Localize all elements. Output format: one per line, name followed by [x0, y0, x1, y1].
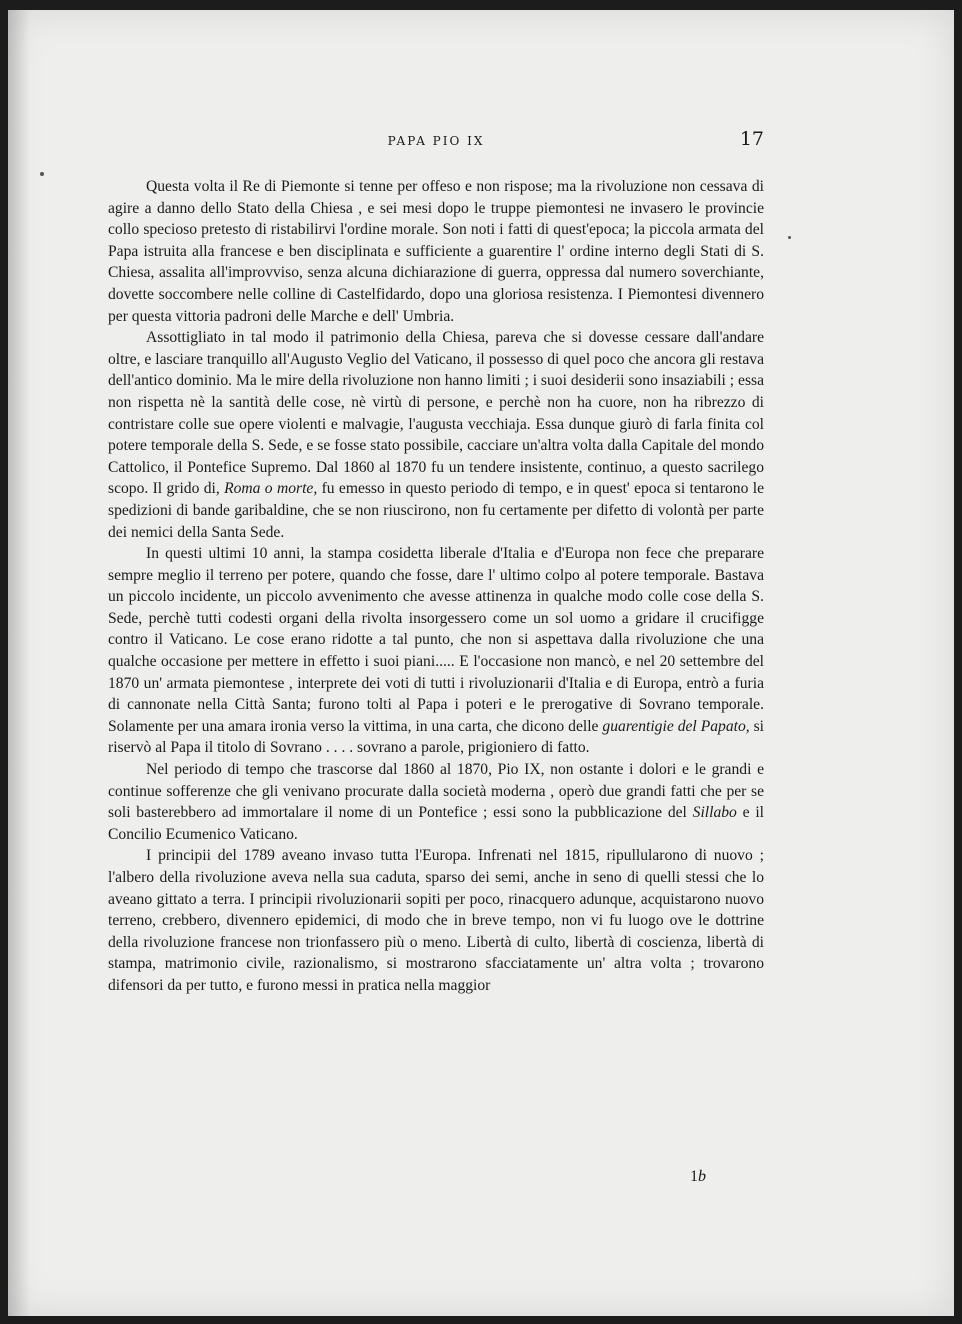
paragraph: Assottigliato in tal modo il patrimonio della Chiesa, pareva che si dovesse cessare dall'andare oltre, e lasciare tranquillo all'Augusto Veglio del Vaticano, il possesso di quel poco che ancora gli restava dell'antico dominio. Ma le mire della rivoluzione non hanno limiti ; i suoi desiderii sono insaziabili ; essa non rispetta nè la santità delle cose, nè virtù di persone, e perchè non ha cuore, non ha ribrezzo di contristare colle sue opere violenti e malvagie, l'augusta vecchiaja. Essa dunque giurò di farla finita col potere temporale della S. Sede, e se fosse stato possibile, cacciare un'altra volta dalla Capitale del mondo Cattolico, il Pontefice Supremo. Dal 1860 al 1870 fu un tendere insistente, continuo, a questo sacrilego scopo. Il grido di, Roma o morte, fu emesso in questo periodo di tempo, e in quest' epoca si tentarono le spedizioni di bande garibaldine, che se non riuscirono, non fu certamente per difetto di volontà per parte dei nemici della Santa Sede.	[108, 329, 764, 541]
ink-speck	[788, 236, 791, 239]
printer-signature: 1b	[690, 1168, 706, 1185]
page-gutter-shadow	[8, 10, 30, 1316]
body-text	[108, 176, 764, 997]
paragraph: I principii del 1789 aveano invaso tutta l'Europa. Infrenati nel 1815, ripullularono di nuovo ; l'albero della rivoluzione aveva nella sua caduta, sparso dei semi, anche in seno di quelli stessi che lo aveano gittato a terra. I principii rivoluzionarii sopiti per poco, rinacquero adunque, acquistarono nuovo terreno, crebbero, divennero epidemici, di modo che in breve tempo, non vi fu luogo ove le dottrine della rivoluzione francese non trionfassero più o meno. Libertà di culto, libertà di coscienza, libertà di stampa, matrimonio civile, razionalismo, si mostrarono sfacciatamente un' altra volta ; trovarono difensori da per tutto, e furono messi in pratica nella maggior	[108, 847, 764, 994]
paragraph: Questa volta il Re di Piemonte si tenne per offeso e non rispose; ma la rivoluzione non cessava di agire a danno dello Stato della Chiesa , e sei mesi dopo le truppe piemontesi ne invasero le provincie collo specioso pretesto di ristabilirvi l'ordine morale. Son noti i fatti di quest'epoca; la piccola armata del Papa istruita alla francese e ben disciplinata e sufficiente a guarentire l' ordine interno degli Stati di S. Chiesa, assalita all'improvviso, senza alcuna dichiarazione di guerra, oppressa dal numero soverchiante, dovette soccombere nelle colline di Castelfidardo, dopo una gloriosa resistenza. I Piemontesi divennero per questa vittoria padroni delle Marche e dell' Umbria.	[108, 178, 764, 325]
running-head: PAPA PIO IX	[387, 134, 485, 148]
page-header	[108, 128, 764, 160]
paragraph: In questi ultimi 10 anni, la stampa cosidetta liberale d'Italia e d'Europa non fece che preparare sempre meglio il terreno per potere, quando che fosse, dare l' ultimo colpo al potere temporale. Bastava un piccolo incidente, un piccolo avvenimento che avesse attinenza in qualche modo colle cose della S. Sede, perchè tutti codesti organi della rivolta insorgessero come un sol uomo a gridare il crucifigge contro il Vaticano. Le cose erano ridotte a tal punto, che non si aspettava dalla rivoluzione che una qualche occasione per mettere in effetto i suoi piani..... E l'occasione non mancò, e nel 20 settembre del 1870 un' armata piemontese , interprete dei voti di tutti i rivoluzionarii d'Italia e di Europa, entrò a furia di cannonate nella Città Santa; furono tolti al Papa i poteri e le prerogative di Sovrano temporale. Solamente per una amara ironia verso la vittima, in una carta, che dicono delle guarentigie del Papato, si riservò al Papa il titolo di Sovrano . . . . sovrano a parole, prigioniero di fatto.	[108, 545, 765, 757]
paragraph: Nel periodo di tempo che trascorse dal 1860 al 1870, Pio IX, non ostante i dolori e le grandi e continue sofferenze che gli venivano procurate dalla società moderna , operò due grandi fatti che per se soli basterebbero ad immortalare il nome di un Pontefice ; essi sono la pubblicazione del Sillabo e il Concilio Ecumenico Vaticano.	[108, 761, 764, 843]
page-number: 17	[739, 128, 764, 150]
ink-speck	[40, 172, 44, 176]
